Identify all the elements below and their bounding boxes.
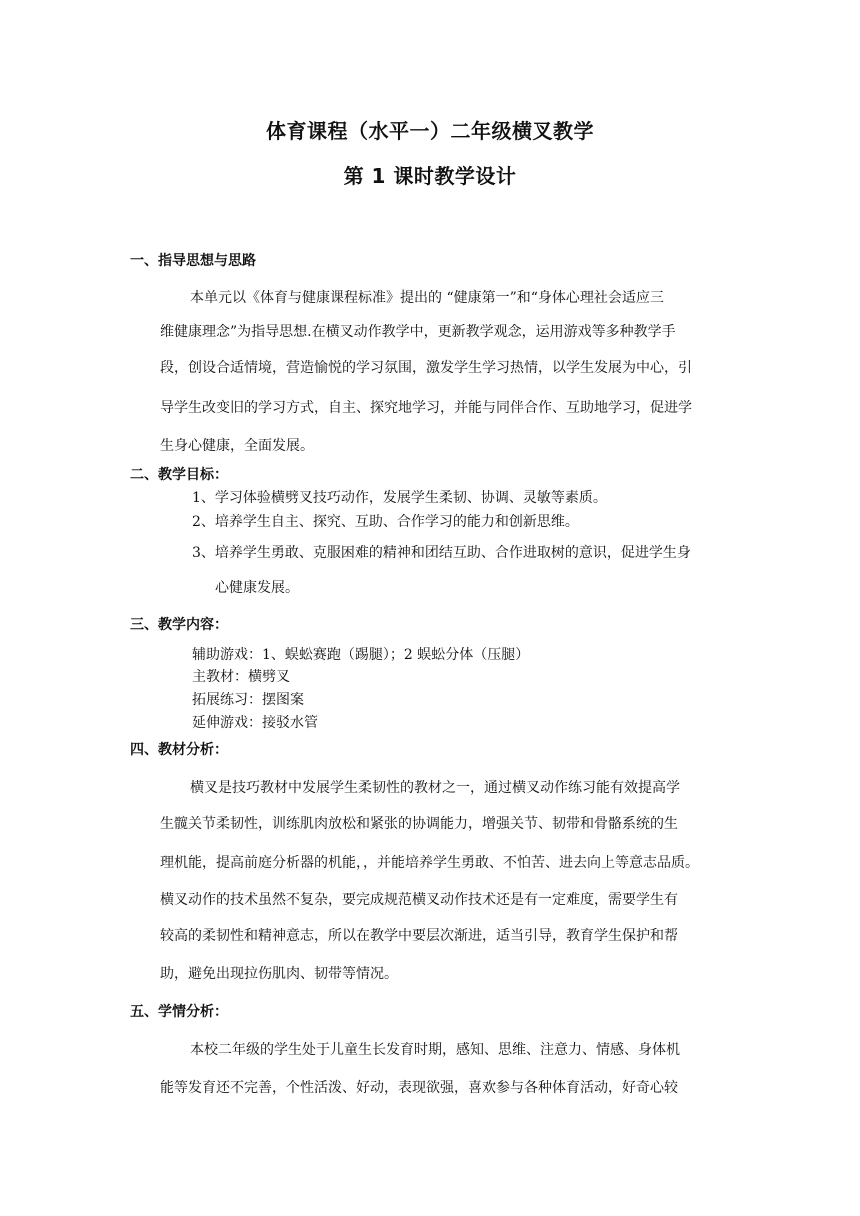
paragraph-line: 导学生改变旧的学习方式，自主、探究地学习，并能与同伴合作、互助地学习，促进学 — [160, 400, 692, 416]
paragraph-line: 能等发育还不完善，个性活泼、好动，表现欲强，喜欢参与各种体育活动，好奇心较 — [160, 1080, 678, 1096]
content-item: 拓展练习：摆图案 — [192, 692, 304, 708]
goal-item: 1、学习体验横劈叉技巧动作，发展学生柔韧、协调、灵敏等素质。 — [192, 490, 607, 506]
paragraph-line: 生髋关节柔韧性，训练肌肉放松和紧张的协调能力，增强关节、韧带和骨骼系统的生 — [160, 816, 678, 832]
goal-item: 2、培养学生自主、探究、互助、合作学习的能力和创新思维。 — [192, 514, 579, 530]
content-item: 延伸游戏：接驳水管 — [192, 715, 318, 731]
paragraph-line: 较高的柔韧性和精神意志，所以在教学中要层次渐进，适当引导，教育学生保护和帮 — [160, 928, 678, 944]
paragraph-line: 横叉动作的技术虽然不复杂，要完成规范横叉动作技术还是有一定难度，需要学生有 — [160, 892, 678, 908]
content-item: 辅助游戏：1、蜈蚣赛跑（踢腿）；2 蜈蚣分体（压腿） — [192, 647, 530, 663]
goal-item-continuation: 心健康发展。 — [215, 580, 299, 596]
paragraph-line: 助，避免出现拉伤肌肉、韧带等情况。 — [160, 966, 398, 982]
section-heading-student-analysis: 五、学情分析： — [130, 1004, 228, 1020]
section-heading-material-analysis: 四、教材分析： — [130, 742, 228, 758]
paragraph-line: 段，创设合适情境，营造愉悦的学习氛围，激发学生学习热情，以学生发展为中心，引 — [160, 360, 692, 376]
section-heading-teaching-content: 三、教学内容： — [130, 617, 228, 633]
section-heading-teaching-goals: 二、教学目标： — [130, 467, 228, 483]
goal-item: 3、培养学生勇敢、克服困难的精神和团结互助、合作进取树的意识，促进学生身 — [192, 545, 691, 561]
section-heading-guiding-thought: 一、指导思想与思路 — [130, 253, 256, 269]
document-title: 体育课程（水平一）二年级横叉教学 — [266, 119, 594, 143]
paragraph-line: 本单元以《体育与健康课程标准》提出的 “健康第一”和“身体心理社会适应三 — [190, 290, 664, 306]
content-item: 主教材：横劈叉 — [192, 669, 290, 685]
paragraph-line: 横叉是技巧教材中发展学生柔韧性的教材之一，通过横叉动作练习能有效提高学 — [190, 780, 680, 796]
paragraph-line: 维健康理念”为指导思想.在横叉动作教学中，更新教学观念，运用游戏等多种教学手 — [160, 324, 676, 340]
paragraph-line: 生身心健康，全面发展。 — [160, 438, 314, 454]
paragraph-line: 理机能，提高前庭分析器的机能，，并能培养学生勇敢、不怕苦、进去向上等意志品质。 — [160, 855, 699, 871]
paragraph-line: 本校二年级的学生处于儿童生长发育时期，感知、思维、注意力、情感、身体机 — [190, 1042, 680, 1058]
document-subtitle: 第 1 课时教学设计 — [343, 164, 517, 188]
